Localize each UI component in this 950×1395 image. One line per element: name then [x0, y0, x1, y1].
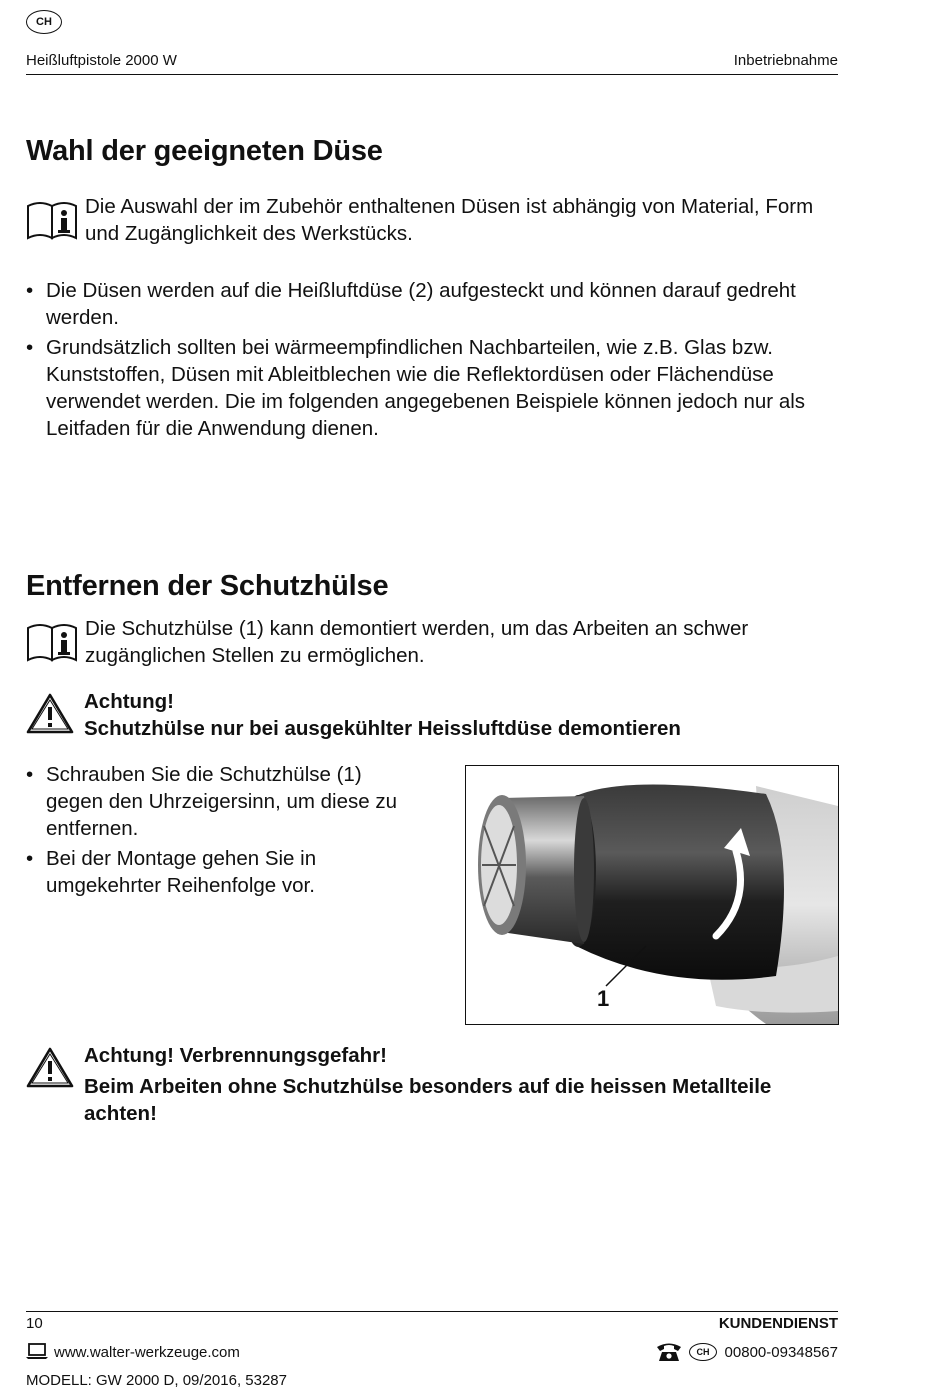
- warning-cool-nozzle: [84, 688, 844, 742]
- model-info: MODELL: GW 2000 D, 09/2016, 53287: [26, 1372, 287, 1389]
- warning-triangle-icon: [26, 692, 74, 739]
- warning-text: Schutzhülse nur bei ausgekühlter Heissluftdüse demontieren: [84, 717, 681, 740]
- hotline-number: 00800-09348567: [724, 1344, 838, 1361]
- header-product-name: Heißluftpistole 2000 W: [26, 52, 177, 69]
- phone-icon: [656, 1342, 682, 1367]
- header-chapter: Inbetriebnahme: [733, 52, 838, 69]
- list-item: • Schrauben Sie die Schutzhülse (1) gegen den Uhrzeigersinn, um diese zu entfernen.: [26, 761, 406, 842]
- heat-gun-nozzle-illustration: [466, 766, 838, 1024]
- info-icon: [26, 622, 78, 667]
- info-text-nozzle-selection: Die Auswahl der im Zubehör enthaltenen Düsen ist abhängig von Material, Form und Zugänglichkeit des Werkstücks.: [85, 195, 814, 245]
- service-label: KUNDENDIENST: [718, 1315, 838, 1332]
- info-text-remove-sleeve: Die Schutzhülse (1) kann demontiert werden, um das Arbeiten an schwer zugänglichen Stellen zu ermöglichen.: [85, 617, 749, 667]
- list-item: • Die Düsen werden auf die Heißluftdüse (2) aufgesteckt und können darauf gedreht werden.: [26, 277, 838, 331]
- nozzle-instructions-list: [26, 277, 838, 445]
- figure-callout-label: 1: [597, 986, 610, 1011]
- section-title-remove-sleeve: Entfernen der Schutzhülse: [26, 570, 389, 602]
- header-divider: [26, 74, 838, 75]
- sleeve-instructions-list: [26, 761, 406, 902]
- footer-country-badge: CH: [689, 1343, 717, 1361]
- website-link[interactable]: www.walter-werkzeuge.com: [54, 1344, 240, 1361]
- warning-title: Achtung!: [84, 690, 174, 713]
- figure-protective-sleeve: [465, 765, 839, 1025]
- country-badge: CH: [26, 10, 62, 34]
- section-title-nozzle-selection: Wahl der geeigneten Düse: [26, 135, 383, 167]
- list-item: • Grundsätzlich sollten bei wärmeempfindlichen Nachbarteilen, wie z.B. Glas bzw. Kunststoffen, Düsen mit Ableitblechen wie die Reflektordüsen oder Flächendüse verwendet werden. Die im folgenden angegebenen Beispiele können jedoch nur als Leitfaden für die Anwendung dienen.: [26, 334, 838, 442]
- warning-burn-hazard: [84, 1042, 844, 1127]
- warning-title: Achtung! Verbrennungsgefahr!: [84, 1044, 387, 1067]
- footer-divider: [26, 1311, 838, 1312]
- info-icon: [26, 200, 78, 245]
- page-number: 10: [26, 1315, 43, 1332]
- warning-triangle-icon: [26, 1046, 74, 1093]
- laptop-icon: [26, 1342, 48, 1365]
- warning-text: Beim Arbeiten ohne Schutzhülse besonders auf die heissen Metallteile achten!: [84, 1075, 772, 1125]
- list-item: • Bei der Montage gehen Sie in umgekehrter Reihenfolge vor.: [26, 845, 406, 899]
